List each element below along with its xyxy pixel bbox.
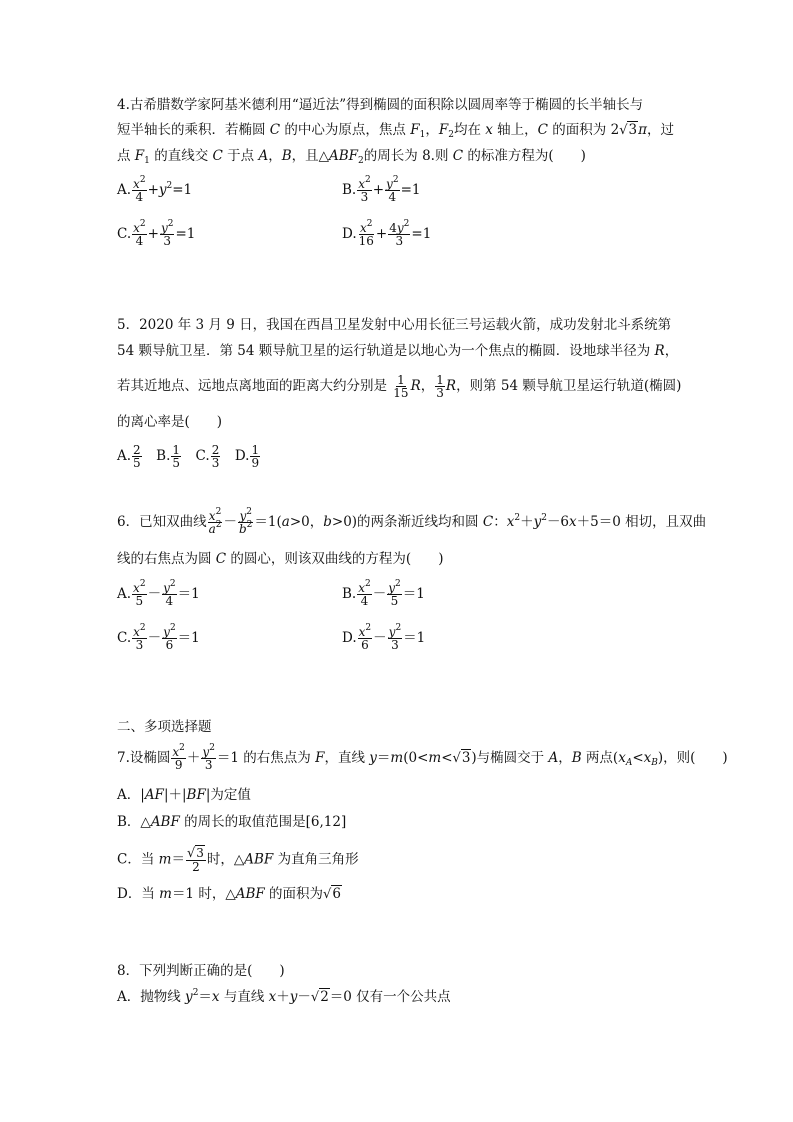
q5-line-1: 5．2020 年 3 月 9 日，我国在西昌卫星发射中心用长征三号运载火箭，成功发射北斗系统第 [117, 317, 672, 333]
q5-line-4: 的离心率是( ) [117, 414, 223, 430]
q7-option-c[interactable]: C．当 m＝ $\frac{√3}{2}$ 时，△ABF 为直角三角形 [117, 846, 359, 874]
q5-line-3: 若其近地点、远地点离地面的距离大约分别是 $\frac{1}{15}$ R， $\frac{1}{3}$ R，则第 54 颗导航卫星运行轨道(椭圆) [117, 373, 682, 400]
q4-option-c[interactable]: C. $\frac{x^2}{4}$ + $\frac{y^2}{3}$ =1 [117, 219, 196, 248]
q7-option-b[interactable]: B．△ABF 的周长的取值范围是[6,12] [117, 814, 347, 830]
q4-line-1: 4.古希腊数学家阿基米德利用“逼近法”得到椭圆的面积除以圆周率等于椭圆的长半轴长与 [117, 97, 644, 113]
q6-option-c[interactable]: C. $\frac{x^2}{3}$ － $\frac{y^2}{6}$ ＝1 [117, 623, 200, 652]
q7-stem: 7.设椭圆 $\frac{x^2}{9}$ ＋ $\frac{y^2}{3}$ ＝1 的右焦点为 F，直线 y＝m(0<m<√3)与椭圆交于 A，B 两点$(x_A<x_B)$，则( ) [117, 743, 728, 772]
q4-option-d[interactable]: D. $\frac{x^2}{16}$ + $\frac{4y^2}{3}$ =1 [342, 219, 432, 248]
q6-option-d[interactable]: D. $\frac{x^2}{6}$ － $\frac{y^2}{3}$ ＝1 [342, 623, 426, 652]
q4-line-3: 点 $F_1$ 的直线交 C 于点 A，B，且$\triangle ABF_2$的周长为 8.则 C 的标准方程为( ) [117, 148, 586, 166]
q4-line-2: 短半轴长的乘积．若椭圆 C 的中心为原点，焦点 $F_1$，$F_2$均在 x 轴上，C 的面积为 2√3π，过 [117, 122, 674, 140]
q8-stem: 8．下列判断正确的是( ) [117, 963, 285, 979]
q7-option-d[interactable]: D．当 m＝1 时，△ABF 的面积为√6 [117, 886, 341, 902]
q7-option-a[interactable]: A．|AF|＋|BF|为定值 [117, 787, 251, 803]
q6-line-1: 6．已知双曲线 $\frac{x^2}{a^2}$ － $\frac{y^2}{b^2}$ ＝1(a>0，b>0)的两条渐近线均和圆 C：$x^2+y^2-6x+5=0$ 相切，且双曲 [117, 507, 707, 536]
q6-option-b[interactable]: B. $\frac{x^2}{4}$ － $\frac{y^2}{5}$ ＝1 [342, 579, 425, 608]
q6-option-a[interactable]: A. $\frac{x^2}{5}$ － $\frac{y^2}{4}$ ＝1 [117, 579, 200, 608]
q6-line-2: 线的右焦点为圆 C 的圆心，则该双曲线的方程为( ) [117, 551, 444, 567]
q4-option-a[interactable]: A. $\frac{x^2}{4}$ $+y^2=1$ [117, 175, 193, 204]
q8-option-a[interactable]: A．抛物线 $y^2=x$ 与直线 x＋y－√2＝0 仅有一个公共点 [117, 988, 451, 1005]
q5-line-2: 54 颗导航卫星．第 54 颗导航卫星的运行轨道是以地心为一个焦点的椭圆．设地球半径为 R， [117, 343, 679, 359]
q4-option-b[interactable]: B. $\frac{x^2}{3}$ + $\frac{y^2}{4}$ =1 [342, 175, 421, 204]
section-heading-multiple-choice: 二、多项选择题 [117, 719, 212, 735]
q5-options[interactable]: A. $\frac{2}{5}$ B. $\frac{1}{5}$ C. $\frac{2}{3}$ D. $\frac{1}{9}$ [117, 443, 260, 470]
